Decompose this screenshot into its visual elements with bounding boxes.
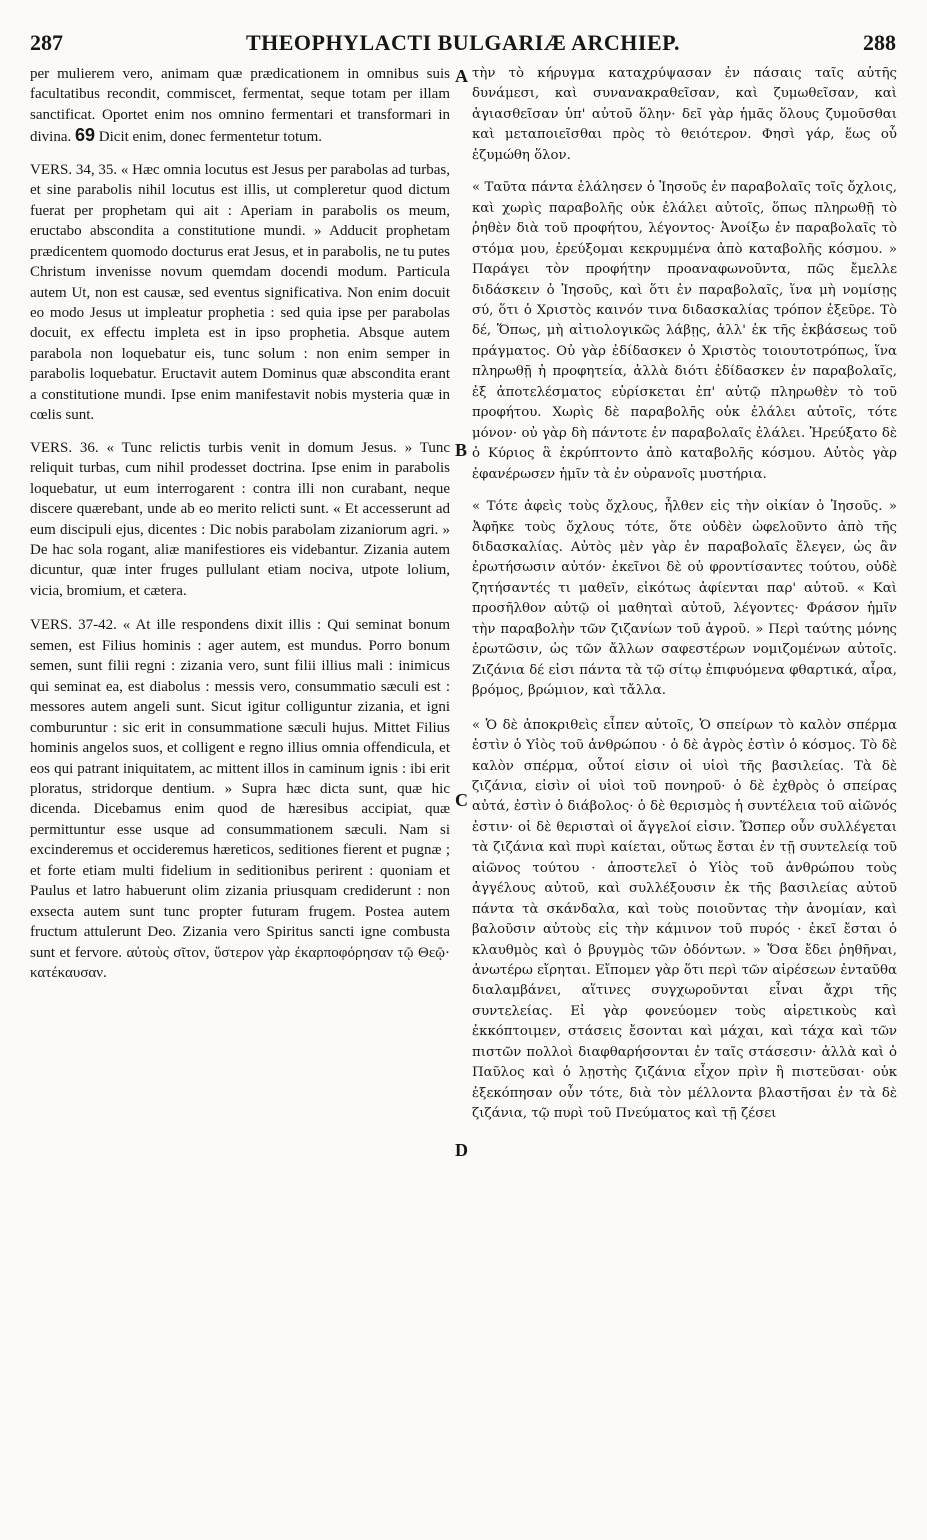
greek-paragraph: « Ταῦτα πάντα ἐλάλησεν ὁ Ἰησοῦς ἐν παραβολαῖς τοῖς ὄχλοις, καὶ χωρὶς παραβολῆς οὐκ ἐλάλει αὐτοῖς, ὅπως πληρωθῇ τὸ ῥηθὲν διὰ τοῦ προφήτου, λέγοντος· Ἀνοίξω ἐν παραβολαῖς τὸ στόμα μου, ἐρεύξομαι κεκρυμμένα ἀπὸ καταβολῆς κόσμου. » Παράγει τὸν προφήτην προαναφωνοῦντα, πῶς ἔμελλε διδάσκειν ὁ Ἰησοῦς, καὶ ὅτι ἐν παραβολαῖς, ἵνα μὴ νομίσῃς σύ, ὅτι ὁ Χριστὸς καινόν τινα διδασκαλίας τρόπον ἐξεῦρε. Τὸ δέ, Ὅπως, μὴ αἰτιολογικῶς λάβῃς, ἀλλ' ἐκ τῆς ἐκβάσεως τοῦ πράγματος. Οὐ γὰρ ἐδίδασκεν ὁ Χριστὸς τοιουτοτρόπως, ἵνα πληρωθῇ ἡ προφητεία, ἀλλὰ διότι ἐδίδασκεν ἐν παραβολαῖς, ἐξ ἀποτελέσματος εὑρίσκεται ἐπ' αὐτῷ πληρωθὲν τὸ τοῦ προφήτου. Χωρὶς δὲ παραβολῆς οὐκ ἐλάλει αὐτοῖς, τότε μόνον· οὐ γὰρ δὴ πάντοτε ἐν παραβολαῖς ἐλάλει. Ἠρεύξατο δὲ ὁ Κύριος ἃ ἐκρύπτοντο ἀπὸ καταβολῆς κόσμου. Αὐτὸς γὰρ ἐφανέρωσεν ἡμῖν τὰ ἐν οὐρανοῖς μυστήρια. <box>472 180 897 482</box>
page-number-left: 287 <box>30 30 63 55</box>
latin-text: Dicit enim, donec fermentetur totum. <box>98 129 323 146</box>
latin-paragraph: VERS. 34, 35. « Hæc omnia locutus est Jesus per parabolas ad turbas, et sine parabolis nihil locutus est illis, ut compleretur quod dictum fuerat per prophetam qui ait : Aperiam in parabolis os meum, eructabo abscondita a constitutione mundi. » Adducit prophetam prædicentem quomodo docturus erat Jesus, et in parabolis, ne tu putes Christum invenisse novum quemdam docendi modum. Particula autem Ut, non est causæ, sed eventus significativa. Non enim docuit eo modo Jesus ut impleatur prophetia : sed quia ipse per parabolas docuit, ex effectu impleta est in ipso prophetia. Absque autem parabola non loquebatur eis, tunc solum : non enim semper in parabolis loquebatur. Eructavit autem Dominus quæ abscondita erant a constitutione mundi. Ipse enim manifestavit nobis mysteria quæ in cœlis sunt. <box>30 161 450 424</box>
running-title: THEOPHYLACTI BULGARIÆ ARCHIEP. <box>245 30 681 55</box>
greek-tail-text: αὐτοὺς σῖτον, ὕστερον γὰρ ἐκαρποφόρησαν τῷ Θεῷ· κατέκαυσαν. <box>30 944 451 982</box>
margin-marker-c: C <box>455 790 468 810</box>
page-number-right: 288 <box>863 30 896 55</box>
margin-marker-b: B <box>455 440 468 460</box>
margin-marker-d: D <box>455 1140 468 1160</box>
latin-column <box>30 64 450 995</box>
latin-paragraph: VERS. 36. « Tunc relictis turbis venit in domum Jesus. » Tunc reliquit turbas, cum nihil prodesset doctrina. Ipse enim in parabolis loquebatur, ut eum interrogarent : contra illi non curabant, neque discere quærebant, unde ab eo merito relicti sunt. « Et accesserunt ad eum discipuli ejus, dicentes : Dic nobis parabolam zizaniorum agri. » De hac sola rogant, aliæ manifestiores eis videbantur. Zizania autem dicuntur, quæ inter fruges pullulant etiam nociva, utpote lolium, vicia, bromium, et cætera. <box>30 439 450 599</box>
greek-paragraph: « Τότε ἀφεὶς τοὺς ὄχλους, ἦλθεν εἰς τὴν οἰκίαν ὁ Ἰησοῦς. » Ἀφῆκε τοὺς ὄχλους τότε, ὅτε οὐδὲν ὠφελοῦντο ἀπὸ τῆς διδασκαλίας. Αὐτὸς μὲν γὰρ ἐν παραβολαῖς ἔλεγεν, ὡς ἂν ἐρωτήσωσιν αὐτόν· ἐκεῖνοι δὲ οὐ φροντίσαντες τούτου, οὐδὲ ζητήσαντές τι μαθεῖν, εἰκότως ἀφίενται παρ' αὐτοῦ. « Καὶ προσῆλθον αὐτῷ οἱ μαθηταὶ αὐτοῦ, λέγοντες· Φράσον ἡμῖν τὴν παραβολὴν τῶν ζιζανίων τοῦ ἀγροῦ. » Περὶ ταύτης μόνης ἐρωτῶσιν, ὡς τῶν ἄλλων σαφεστέρων νομιζομένων αὐτοῖς. Ζιζάνια δέ εἰσι πάντα τὰ τῷ σίτῳ ἐπιφυόμενα φθαρτικά, αἶρα, βρόμος, βρώμιον, καὶ τἄλλα. <box>472 499 897 699</box>
latin-paragraph <box>30 615 450 983</box>
page-header <box>30 30 896 60</box>
greek-paragraph: « Ὁ δὲ ἀποκριθεὶς εἶπεν αὐτοῖς, Ὁ σπείρων τὸ καλὸν σπέρμα ἐστὶν ὁ Υἱὸς τοῦ ἀνθρώπου · ὁ δὲ ἀγρὸς ἐστὶν ὁ κόσμος. Τὸ δὲ καλὸν σπέρμα, οὗτοί εἰσιν οἱ υἱοὶ τῆς βασιλείας. Τὰ δὲ ζιζάνια, εἰσὶν οἱ υἱοὶ τοῦ πονηροῦ· ὁ δὲ ἐχθρὸς ὁ σπείρας αὐτά, ἐστὶν ὁ διάβολος· ὁ δὲ θερισμὸς ἡ συντέλεια τοῦ αἰῶνός ἐστιν· οἱ δὲ θερισταὶ οἱ ἄγγελοί εἰσιν. Ὥσπερ οὖν συλλέγεται τὰ ζιζάνια καὶ πυρὶ καίεται, οὕτως ἔσται ἐν τῇ συντελείᾳ τοῦ αἰῶνος τούτου · ἀποστελεῖ ὁ Υἱὸς τοῦ ἀνθρώπου τοὺς ἀγγέλους αὐτοῦ, καὶ συλλέξουσιν ἐκ τῆς βασιλείας αὐτοῦ πάντα τὰ σκάνδαλα, καὶ τοὺς ποιοῦντας τὴν ἀνομίαν, καὶ βαλοῦσιν αὐτοὺς εἰς τὴν κάμινον τοῦ πυρός · ἐκεῖ ἔσται ὁ κλαυθμὸς καὶ ὁ βρυγμὸς τῶν ὀδόντων. » Ὅσα ἔδει ῥηθῆναι, ἀνωτέρω εἴρηται. Εἴπομεν γὰρ ὅτι περὶ τῶν αἱρέσεων ἐνταῦθα διαλαμβάνει, αἵτινες συγχωροῦνται εἶναι ἄχρι τῆς συντελείας. Εἰ γὰρ φονεύομεν τοὺς αἱρετικοὺς καὶ ἐκκόπτοιμεν, στάσεις ἔσονται καὶ μάχαι, καὶ τάχα καὶ τῶν πιστῶν πολλοὶ διαφθαρήσονται ἐν ταῖς στάσεσιν· ἀλλὰ καὶ ὁ Παῦλος καὶ ὁ λῃστὴς ζιζάνια εἶχον πρὶν ἢ πιστεῦσαι· οὐκ ἐξεκόπησαν οὖν τότε, διὰ τὸν μέλλοντα βλαστῆσαι ἐν τὰ δὲ ζιζάνια, τῷ πυρὶ τοῦ Πνεύματος καὶ τῇ ζέσει <box>472 717 897 1122</box>
greek-paragraph: τὴν τὸ κήρυγμα καταχρύψασαν ἐν πάσαις ταῖς αὐτῆς δυνάμεσι, καὶ συνανακραθεῖσαν, καὶ ζυμωθεῖσαν, καὶ ἁγιασθεῖσαν ὑπ' αὐτοῦ ὅλην· δεῖ γὰρ ἡμᾶς ὅλους ζυμοῦσθαι καὶ μεταποιεῖσθαι πρὸς τὸ θειότερον. Φησὶ γάρ, ἕως οὗ ἐζυμώθη ὅλον. <box>472 66 897 163</box>
latin-paragraph <box>30 64 450 148</box>
latin-text: VERS. 37-42. « At ille respondens dixit illis : Qui seminat bonum semen, est Filius hominis : ager autem, est mundus. Porro bonum semen, sunt filii regni : zizania vero, sunt filii illius mali : inimicus qui seminat ea, est diabolus : messis vero, consummatio sæculi est : messores autem angeli sunt. Sicut igitur colliguntur zizania, et igni comburuntur : sic erit in consummatione sæculi hujus. Mittet Filius hominis angelos suos, et colligent e regno illius omnia offendicula, et eos qui patrant iniquitatem, ac mittent illos in caminum ignis : ibi erit ploratus, stridorque dentium. » Supra hæc dicta sunt, quæ hic dicenda. Dicebamus enim quod de hæresibus accipiat, quæ permittuntur esse usque ad consummationem sæculi. Nam si excinderemus et occideremus hæreticos, seditiones fierent et pugnæ ; et forte etiam multi fidelium in seditionibus perirent : quoniam et Paulus et latro habuerunt olim zizania priusquam crediderunt : non exsecta autem sunt tunc propter futuram frugem. Postea autem fructum attulerunt Deo. Zizania vero Spiritus sancti igne combusta sunt et fervore. <box>30 617 450 961</box>
margin-marker-a: A <box>455 66 468 86</box>
column-number: 69 <box>75 125 96 146</box>
greek-column <box>472 64 897 1137</box>
latin-text: per mulierem vero, animam quæ prædicationem in omnibus suis facultatibus recondit, commiscet, fermentat, seque totam per illam sanctificat. Oportet enim nos omnino fermentari et transformari in divina. <box>30 66 450 146</box>
